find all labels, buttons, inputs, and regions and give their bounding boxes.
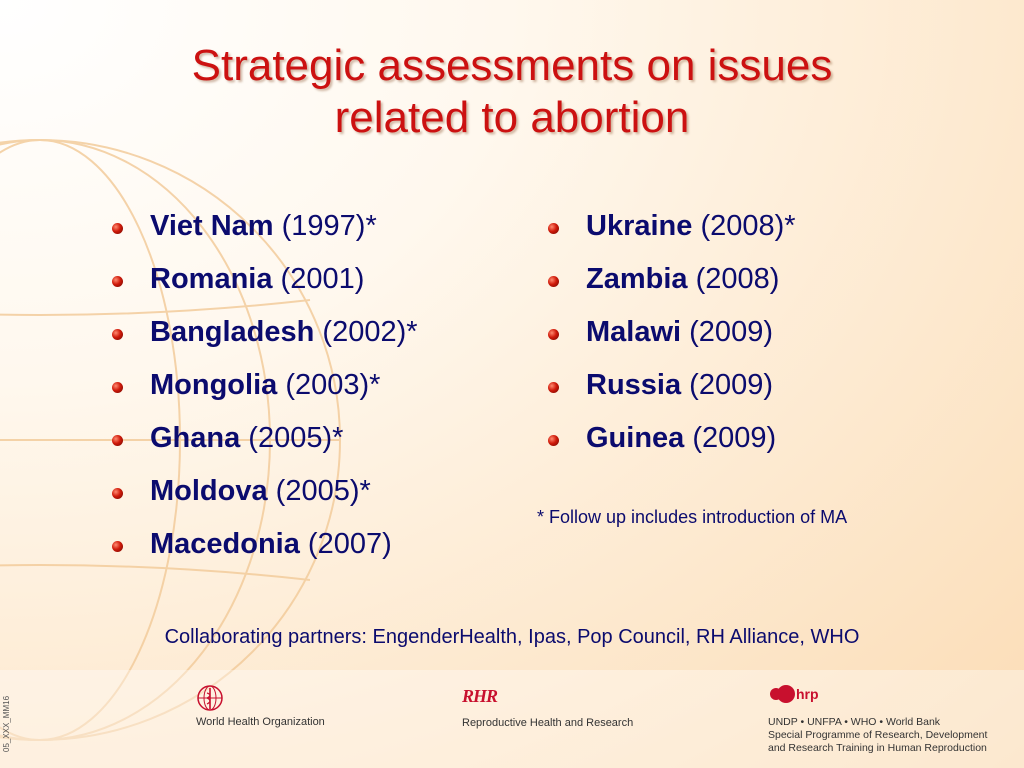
country-name: Romania — [150, 263, 273, 295]
country-name: Macedonia — [150, 528, 300, 560]
country-name: Russia — [586, 369, 682, 401]
rhr-label: Reproductive Health and Research — [462, 717, 634, 729]
country-name: Ghana — [150, 422, 241, 454]
bullet-icon — [548, 435, 559, 446]
title-line-1: Strategic assessments on issues — [191, 41, 833, 90]
slide-code: 05_XXX_MM16 — [2, 695, 11, 752]
country-name: Malawi — [586, 316, 682, 348]
list-item — [108, 253, 418, 306]
list-item — [544, 306, 796, 359]
country-year: (1997)* — [273, 210, 377, 242]
list-item — [108, 412, 418, 465]
country-name: Zambia — [586, 263, 688, 295]
list-item — [108, 465, 418, 518]
who-emblem-icon — [196, 684, 224, 712]
bullet-icon — [548, 329, 559, 340]
bullet-icon — [112, 435, 123, 446]
country-year: (2007) — [299, 528, 392, 560]
list-item — [108, 359, 418, 412]
slide-title — [60, 40, 964, 144]
country-year: (2009) — [681, 369, 773, 401]
bullet-icon — [112, 382, 123, 393]
country-year: (2001) — [272, 263, 365, 295]
bullet-icon — [112, 488, 123, 499]
country-year: (2009) — [681, 316, 773, 348]
country-year: (2005)* — [267, 475, 371, 507]
country-name: Ukraine — [586, 210, 693, 242]
country-name: Bangladesh — [150, 316, 315, 348]
bullet-icon — [112, 223, 123, 234]
country-list-right — [544, 200, 796, 465]
country-name: Moldova — [150, 475, 268, 507]
hrp-line-1: UNDP • UNFPA • WHO • World Bank — [768, 716, 941, 728]
bullet-icon — [112, 541, 123, 552]
bullet-icon — [112, 276, 123, 287]
footnote: * Follow up includes introduction of MA — [537, 507, 848, 527]
list-item — [544, 359, 796, 412]
hrp-line-3: and Research Training in Human Reproduction — [768, 742, 987, 754]
bullet-icon — [112, 329, 123, 340]
list-item — [108, 518, 418, 571]
who-label: World Health Organization — [196, 716, 325, 728]
country-list-left — [108, 200, 418, 571]
country-year: (2002)* — [314, 316, 418, 348]
list-item — [108, 200, 418, 253]
collaborating-partners: Collaborating partners: EngenderHealth, Ipas, Pop Council, RH Alliance, WHO — [164, 626, 860, 648]
bullet-icon — [548, 382, 559, 393]
country-year: (2005)* — [240, 422, 344, 454]
rhr-mark: RHR — [462, 686, 498, 706]
country-year: (2009) — [684, 422, 777, 454]
list-item — [544, 412, 796, 465]
country-year: (2008) — [687, 263, 780, 295]
country-name: Viet Nam — [150, 210, 274, 242]
country-name: Guinea — [586, 422, 685, 454]
title-line-2: related to abortion — [334, 93, 690, 142]
bullet-icon — [548, 276, 559, 287]
country-year: (2008)* — [692, 210, 796, 242]
list-item — [544, 200, 796, 253]
list-item — [544, 253, 796, 306]
country-name: Mongolia — [150, 369, 278, 401]
bullet-icon — [548, 223, 559, 234]
list-item — [108, 306, 418, 359]
hrp-line-2: Special Programme of Research, Development — [768, 729, 988, 741]
hrp-mark-icon — [768, 682, 828, 710]
hrp-mark-text: hrp — [796, 686, 819, 702]
country-year: (2003)* — [277, 369, 381, 401]
